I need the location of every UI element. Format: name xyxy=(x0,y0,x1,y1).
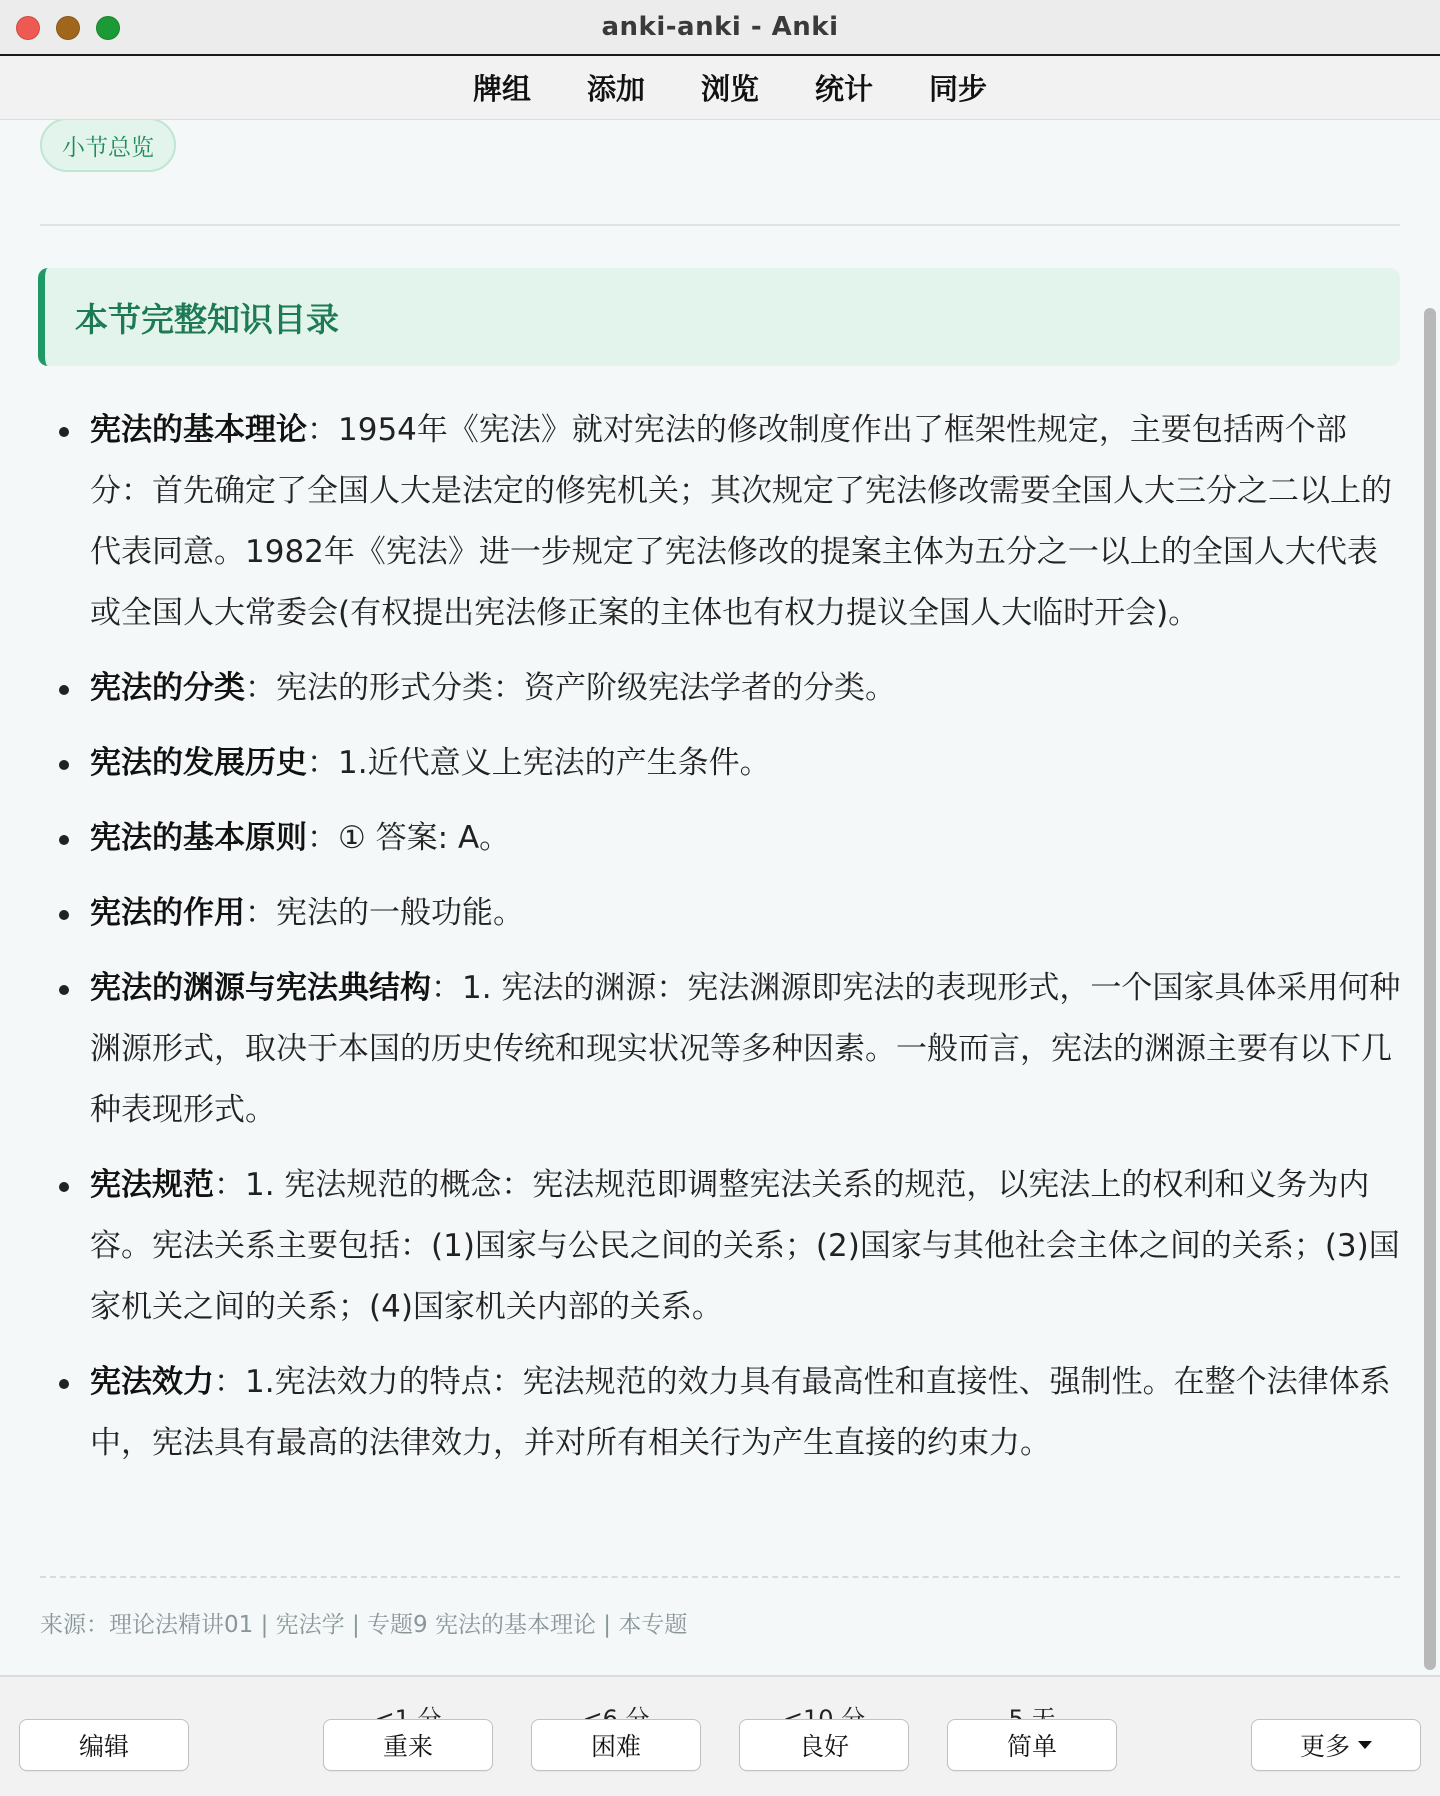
list-item: 宪法规范：1. 宪法规范的概念：宪法规范即调整宪法关系的规范，以宪法上的权利和义务为内容。宪法关系主要包括：(1)国家与公民之间的关系；(2)国家与其他社会主体之间的关系；(3)国家机关之间的关系；(4)国家机关内部的关系。 xyxy=(56,1155,1406,1338)
item-text: 1. 宪法的渊源：宪法渊源即宪法的表现形式，一个国家具体采用何种渊源形式，取决于本国的历史传统和现实状况等多种因素。一般而言，宪法的渊源主要有以下几种表现形式。 xyxy=(90,970,1401,1128)
item-term: 宪法的基本原则 xyxy=(90,820,307,856)
title-bar xyxy=(0,0,1440,56)
more-label: 更多 xyxy=(1299,1732,1350,1761)
toolbar-stats[interactable]: 统计 xyxy=(815,72,874,106)
source-divider xyxy=(40,1576,1400,1578)
answer-bar xyxy=(0,1675,1440,1796)
maximize-window-icon[interactable] xyxy=(96,16,120,40)
main-toolbar xyxy=(0,56,1440,120)
window-controls xyxy=(16,16,120,40)
toolbar-decks[interactable]: 牌组 xyxy=(472,72,531,106)
more-button[interactable] xyxy=(1251,1719,1421,1771)
window-title: anki-anki - Anki xyxy=(601,12,839,42)
section-header xyxy=(38,268,1400,366)
list-item: 宪法的分类：宪法的形式分类：资产阶级宪法学者的分类。 xyxy=(56,658,1406,719)
scrollbar-thumb[interactable] xyxy=(1424,308,1436,1670)
item-term: 宪法的渊源与宪法典结构 xyxy=(90,970,431,1006)
toolbar-browse[interactable]: 浏览 xyxy=(700,72,759,106)
again-button[interactable]: 重来 xyxy=(323,1719,493,1771)
list-item: 宪法的作用：宪法的一般功能。 xyxy=(56,883,1406,944)
list-item: 宪法效力：1.宪法效力的特点：宪法规范的效力具有最高性和直接性、强制性。在整个法律体系中，宪法具有最高的法律效力，并对所有相关行为产生直接的约束力。 xyxy=(56,1352,1406,1474)
divider xyxy=(40,224,1400,226)
item-term: 宪法的作用 xyxy=(90,895,245,931)
close-window-icon[interactable] xyxy=(16,16,40,40)
item-text: 1.宪法效力的特点：宪法规范的效力具有最高性和直接性、强制性。在整个法律体系中，宪法具有最高的法律效力，并对所有相关行为产生直接的约束力。 xyxy=(90,1364,1391,1461)
knowledge-list xyxy=(56,400,1406,1488)
toolbar-add[interactable]: 添加 xyxy=(586,72,645,106)
list-item: 宪法的基本理论：1954年《宪法》就对宪法的修改制度作出了框架性规定，主要包括两个部分：首先确定了全国人大是法定的修宪机关；其次规定了宪法修改需要全国人大三分之二以上的代表同意。1982年《宪法》进一步规定了宪法修改的提案主体为五分之一以上的全国人大代表或全国人大常委会(有权提出宪法修正案的主体也有权力提议全国人大临时开会)。 xyxy=(56,400,1406,644)
item-term: 宪法的分类 xyxy=(90,670,245,706)
section-title: 本节完整知识目录 xyxy=(75,299,339,339)
item-term: 宪法效力 xyxy=(90,1364,214,1400)
card-content xyxy=(0,120,1440,1675)
item-term: 宪法的基本理论 xyxy=(90,412,307,448)
list-item: 宪法的发展历史：1.近代意义上宪法的产生条件。 xyxy=(56,733,1406,794)
item-text: 1. 宪法规范的概念：宪法规范即调整宪法关系的规范，以宪法上的权利和义务为内容。宪法关系主要包括：(1)国家与公民之间的关系；(2)国家与其他社会主体之间的关系；(3)国家机关之间的关系；(4)国家机关内部的关系。 xyxy=(90,1167,1400,1325)
good-button[interactable]: 良好 xyxy=(739,1719,909,1771)
item-text: 宪法的形式分类：资产阶级宪法学者的分类。 xyxy=(276,670,896,706)
easy-button[interactable]: 简单 xyxy=(947,1719,1117,1771)
list-item: 宪法的基本原则：① 答案: A。 xyxy=(56,808,1406,869)
minimize-window-icon[interactable] xyxy=(56,16,80,40)
source-line: 来源：理论法精讲01 | 宪法学 | 专题9 宪法的基本理论 | 本专题 xyxy=(40,1612,688,1638)
edit-button[interactable]: 编辑 xyxy=(19,1719,189,1771)
list-item: 宪法的渊源与宪法典结构：1. 宪法的渊源：宪法渊源即宪法的表现形式，一个国家具体采用何种渊源形式，取决于本国的历史传统和现实状况等多种因素。一般而言，宪法的渊源主要有以下几种表现形式。 xyxy=(56,958,1406,1141)
item-text: ① 答案: A。 xyxy=(338,820,511,856)
toolbar-sync[interactable]: 同步 xyxy=(929,72,988,106)
item-term: 宪法的发展历史 xyxy=(90,745,307,781)
item-text: 宪法的一般功能。 xyxy=(276,895,524,931)
item-term: 宪法规范 xyxy=(90,1167,214,1203)
item-text: 1.近代意义上宪法的产生条件。 xyxy=(338,745,771,781)
hard-button[interactable]: 困难 xyxy=(531,1719,701,1771)
section-badge: 小节总览 xyxy=(40,120,176,172)
item-text: 1954年《宪法》就对宪法的修改制度作出了框架性规定，主要包括两个部分：首先确定了全国人大是法定的修宪机关；其次规定了宪法修改需要全国人大三分之二以上的代表同意。1982年《宪法》进一步规定了宪法修改的提案主体为五分之一以上的全国人大代表或全国人大常委会(有权提出宪法修正案的主体也有权力提议全国人大临时开会)。 xyxy=(90,412,1392,631)
chevron-down-icon xyxy=(1358,1741,1372,1749)
